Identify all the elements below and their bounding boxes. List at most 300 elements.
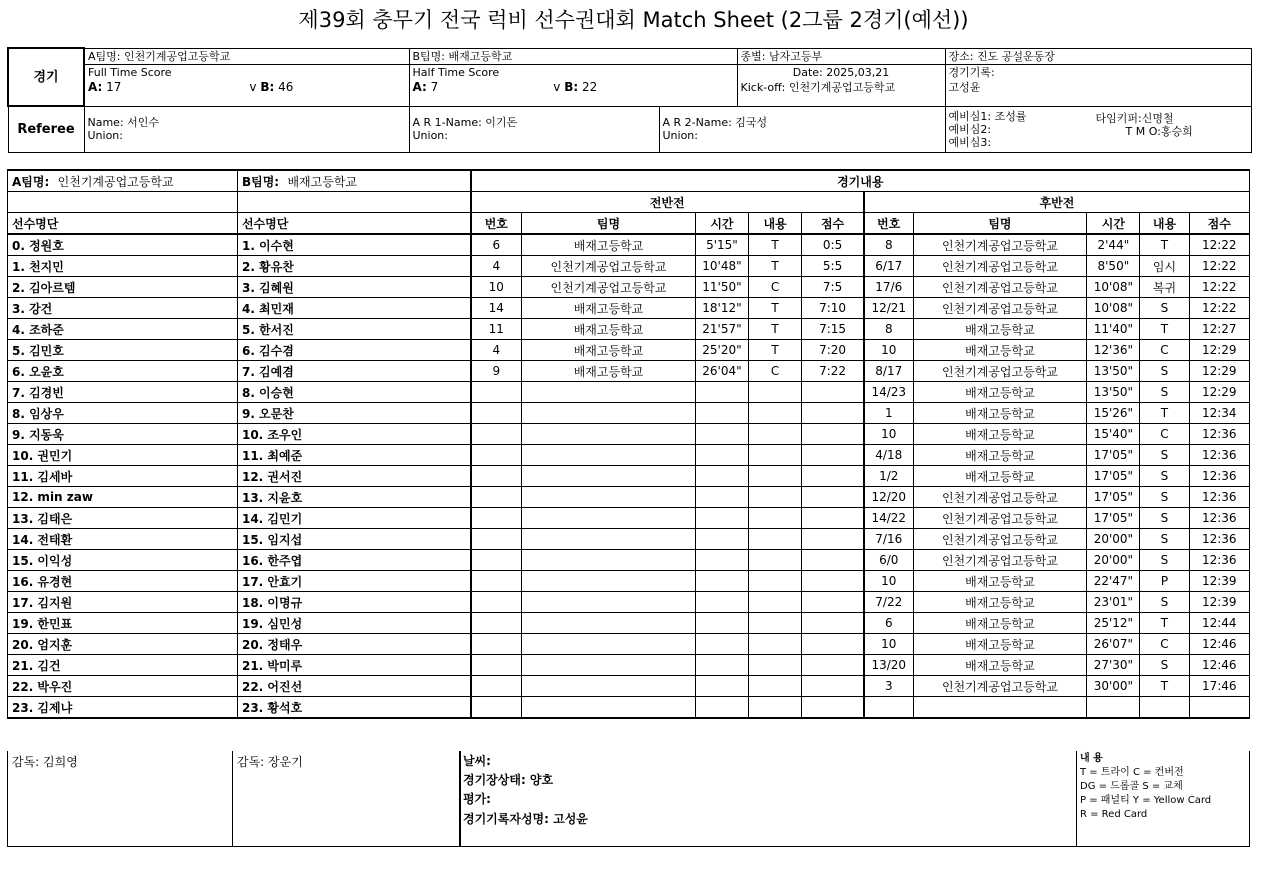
player-b: 17. 안효기 [237, 571, 470, 592]
second-half-event: 배재고등학교 [913, 634, 1087, 655]
first-half-event [522, 508, 696, 529]
second-half-event: 10'08" [1087, 298, 1140, 319]
first-half-event: 14 [471, 298, 522, 319]
recorder-name: 고성윤 [948, 80, 981, 94]
legend [1076, 751, 1251, 847]
col-header-second: 점수 [1189, 213, 1250, 235]
first-half-event [522, 424, 696, 445]
first-half-event [749, 571, 802, 592]
category-cell [737, 48, 945, 106]
player-b: 22. 어진선 [237, 676, 470, 697]
second-half-event: 인천기계공업고등학교 [913, 508, 1087, 529]
player-a: 9. 지동욱 [8, 424, 238, 445]
second-half-event: 배재고등학교 [913, 571, 1087, 592]
second-half-event: 17:46 [1189, 676, 1250, 697]
col-header-a: 선수명단 [8, 213, 238, 235]
first-half-event [695, 655, 748, 676]
match-notes [463, 753, 1063, 831]
first-half-event: 7:5 [802, 277, 864, 298]
player-b: 21. 박미루 [237, 655, 470, 676]
second-half-event: 14/23 [864, 382, 913, 403]
first-half-event [471, 382, 522, 403]
second-half-event: S [1140, 361, 1189, 382]
half-a-label: A: [412, 79, 427, 94]
first-half-event [522, 445, 696, 466]
second-half-event: 26'07" [1087, 634, 1140, 655]
first-half-event: C [749, 361, 802, 382]
first-half-event [695, 634, 748, 655]
referee-name: Name: 서인수 [87, 116, 160, 129]
first-half-event [522, 571, 696, 592]
half-time-score [410, 80, 737, 95]
first-half-event [471, 613, 522, 634]
player-a: 23. 김제냐 [8, 697, 238, 719]
player-b: 14. 김민기 [237, 508, 470, 529]
first-half-event [749, 550, 802, 571]
table-row [8, 571, 1250, 592]
first-half-event [471, 571, 522, 592]
player-b: 2. 황유찬 [237, 256, 470, 277]
first-half-event: 18'12" [695, 298, 748, 319]
second-half-event: 15'40" [1087, 424, 1140, 445]
first-half-event: T [749, 298, 802, 319]
first-half-event [749, 508, 802, 529]
second-half-event: S [1140, 382, 1189, 403]
table-row [8, 256, 1250, 277]
second-half-event: 15'26" [1087, 403, 1140, 424]
player-b: 13. 지윤호 [237, 487, 470, 508]
second-half-event: 17'05" [1087, 466, 1140, 487]
venue-cell [945, 48, 1251, 106]
second-half-event: 복귀 [1140, 277, 1189, 298]
player-b: 5. 한서진 [237, 319, 470, 340]
col-header-first: 점수 [802, 213, 864, 235]
player-b: 19. 심민성 [237, 613, 470, 634]
second-half-event: 배재고등학교 [913, 466, 1087, 487]
first-half-event [522, 466, 696, 487]
second-half-event: 배재고등학교 [913, 382, 1087, 403]
first-half-event: 21'57" [695, 319, 748, 340]
second-half-event: S [1140, 466, 1189, 487]
col-header-first: 번호 [471, 213, 522, 235]
player-a: 14. 전태환 [8, 529, 238, 550]
second-half-event: 14/22 [864, 508, 913, 529]
first-half-event [471, 424, 522, 445]
first-half-event [749, 592, 802, 613]
second-half-event: 인천기계공업고등학교 [913, 676, 1087, 697]
kickoff: Kick-off: 인천기계공업고등학교 [740, 80, 896, 94]
second-half-event: 10 [864, 424, 913, 445]
second-half-event: 12:36 [1189, 550, 1250, 571]
second-half-event: 12:22 [1189, 277, 1250, 298]
second-half-event: 2'44" [1087, 234, 1140, 256]
table-row [8, 403, 1250, 424]
player-a: 1. 천지민 [8, 256, 238, 277]
second-half-event: 12/20 [864, 487, 913, 508]
player-a: 6. 오윤호 [8, 361, 238, 382]
ar1-cell [409, 106, 659, 152]
table-row [8, 445, 1250, 466]
second-half-event: 10 [864, 571, 913, 592]
second-half-event: 12:39 [1189, 571, 1250, 592]
team-b-header [237, 170, 470, 192]
col-header-first: 내용 [749, 213, 802, 235]
second-half-event: 배재고등학교 [913, 592, 1087, 613]
first-half-event [749, 655, 802, 676]
first-half-event: 6 [471, 234, 522, 256]
player-a: 0. 정원호 [8, 234, 238, 256]
col-header-second: 팀명 [913, 213, 1087, 235]
first-half-event [695, 676, 748, 697]
second-half-event [1140, 697, 1189, 719]
second-half-event: 8 [864, 234, 913, 256]
table-row [8, 676, 1250, 697]
first-half-event: 25'20" [695, 340, 748, 361]
team-b-label: B팀명: [241, 174, 280, 189]
first-half-event [749, 697, 802, 719]
first-half-event [695, 466, 748, 487]
second-half-event: T [1140, 613, 1189, 634]
team-b-cell [409, 48, 737, 106]
second-half-event: P [1140, 571, 1189, 592]
second-half-event: 12:46 [1189, 634, 1250, 655]
first-half-event [802, 571, 864, 592]
first-half-event [749, 634, 802, 655]
second-half-event: 17/6 [864, 277, 913, 298]
player-a: 16. 유경현 [8, 571, 238, 592]
second-half-event: 25'12" [1087, 613, 1140, 634]
player-b: 7. 김예겸 [237, 361, 470, 382]
second-half-event: T [1140, 676, 1189, 697]
player-b: 11. 최예준 [237, 445, 470, 466]
player-a: 15. 이익성 [8, 550, 238, 571]
player-a: 4. 조하준 [8, 319, 238, 340]
team-b-name: B팀명: 배재고등학교 [410, 49, 737, 65]
player-a: 5. 김민호 [8, 340, 238, 361]
second-half-event: 배재고등학교 [913, 424, 1087, 445]
player-a: 17. 김지원 [8, 592, 238, 613]
first-half-event: 배재고등학교 [522, 340, 696, 361]
first-half-event [802, 634, 864, 655]
player-b: 16. 한주엽 [237, 550, 470, 571]
first-half-event [522, 697, 696, 719]
second-half-event: 22'47" [1087, 571, 1140, 592]
team-b-roster-name: 배재고등학교 [287, 174, 358, 189]
first-half-event [695, 613, 748, 634]
player-a: 22. 박우진 [8, 676, 238, 697]
player-a: 21. 김건 [8, 655, 238, 676]
first-half-event: 인천기계공업고등학교 [522, 256, 696, 277]
first-half-event [802, 466, 864, 487]
second-half-event: 27'30" [1087, 655, 1140, 676]
first-half-event [749, 403, 802, 424]
ground-status: 경기장상태: 양호 [463, 773, 554, 787]
player-b: 3. 김혜원 [237, 277, 470, 298]
ar2-cell [659, 106, 945, 152]
first-half-event [471, 550, 522, 571]
second-half-event: 12:36 [1189, 445, 1250, 466]
half-b-label: B: [564, 79, 579, 94]
first-half-event [802, 655, 864, 676]
first-half-event [471, 529, 522, 550]
first-half-event [749, 466, 802, 487]
second-half-event: 17'05" [1087, 445, 1140, 466]
second-half-event [864, 697, 913, 719]
second-half-event: 8'50" [1087, 256, 1140, 277]
second-half-event: C [1140, 424, 1189, 445]
first-half-event [522, 634, 696, 655]
second-half-event: 23'01" [1087, 592, 1140, 613]
second-half-event: 13/20 [864, 655, 913, 676]
first-half-event [471, 592, 522, 613]
legend-line-3: P = 패널티 Y = Yellow Card [1080, 795, 1212, 806]
first-half-event: 4 [471, 340, 522, 361]
second-half-event: S [1140, 508, 1189, 529]
coach-a-cell [8, 751, 233, 847]
second-half-event: 12'36" [1087, 340, 1140, 361]
first-half-event: 배재고등학교 [522, 361, 696, 382]
second-half-event: 17'05" [1087, 508, 1140, 529]
player-a: 2. 김아르템 [8, 277, 238, 298]
first-half-event [471, 676, 522, 697]
second-half-event: 임시 [1140, 256, 1189, 277]
first-half-event [522, 592, 696, 613]
second-half-event: 12:36 [1189, 508, 1250, 529]
second-half-event: 7/16 [864, 529, 913, 550]
second-half-event: 배재고등학교 [913, 613, 1087, 634]
second-half-event: 인천기계공업고등학교 [913, 277, 1087, 298]
first-half-event [749, 529, 802, 550]
table-row [8, 340, 1250, 361]
second-half-event: T [1140, 234, 1189, 256]
player-b: 9. 오문찬 [237, 403, 470, 424]
first-half-event: 배재고등학교 [522, 319, 696, 340]
ar1-union: Union: [412, 129, 448, 142]
first-half-event: 5'15" [695, 234, 748, 256]
timekeeper: 타임키퍼:신명철 [1095, 111, 1174, 125]
first-half-event [695, 550, 748, 571]
first-half-event: 10 [471, 277, 522, 298]
recorder-sign: 경기기록자성명: 고성윤 [463, 812, 588, 826]
first-half-event [802, 592, 864, 613]
reserve-3: 예비심3: [948, 135, 992, 149]
first-half-event: C [749, 277, 802, 298]
first-half-event [522, 613, 696, 634]
second-half-event: 12:36 [1189, 424, 1250, 445]
first-half-event [471, 634, 522, 655]
record-label: 경기기록: [948, 65, 995, 79]
second-half-event: 인천기계공업고등학교 [913, 298, 1087, 319]
table-row [8, 234, 1250, 256]
second-half-event: 8/17 [864, 361, 913, 382]
ar2-name: A R 2-Name: 김국성 [662, 116, 768, 129]
full-b-label: B: [260, 79, 275, 94]
second-half-event: S [1140, 298, 1189, 319]
table-row [8, 277, 1250, 298]
first-half-event [749, 487, 802, 508]
coach-b-cell [233, 751, 461, 847]
first-half-event [471, 466, 522, 487]
second-half-event: 30'00" [1087, 676, 1140, 697]
first-half-event: 7:22 [802, 361, 864, 382]
second-half-event: 6/0 [864, 550, 913, 571]
second-half-event: 12:36 [1189, 487, 1250, 508]
first-half-event [471, 403, 522, 424]
second-half-event: 배재고등학교 [913, 340, 1087, 361]
second-half-event: 배재고등학교 [913, 403, 1087, 424]
first-half-event [522, 655, 696, 676]
col-header-b: 선수명단 [237, 213, 470, 235]
first-half-event [471, 445, 522, 466]
half-a-score: 7 [430, 79, 439, 94]
first-half-event [802, 445, 864, 466]
second-half-event: 12:44 [1189, 613, 1250, 634]
player-a: 13. 김태은 [8, 508, 238, 529]
second-half-event: 12:29 [1189, 340, 1250, 361]
first-half-event [802, 697, 864, 719]
first-half-event [802, 424, 864, 445]
first-half-event [522, 487, 696, 508]
second-half-event: 12:36 [1189, 529, 1250, 550]
table-row [8, 424, 1250, 445]
legend-line-1: T = 트라이 C = 컨버전 [1080, 767, 1184, 778]
roster-header-row [8, 170, 1250, 192]
player-b: 12. 권서진 [237, 466, 470, 487]
first-half-event [749, 613, 802, 634]
second-half-event: 12/21 [864, 298, 913, 319]
second-half-event: S [1140, 529, 1189, 550]
team-a-cell [84, 48, 409, 106]
first-half-event [471, 508, 522, 529]
full-a-label: A: [88, 79, 103, 94]
first-half-event [695, 382, 748, 403]
ar1-name: A R 1-Name: 이기돈 [412, 116, 518, 129]
table-row [8, 298, 1250, 319]
first-half-event: 배재고등학교 [522, 298, 696, 319]
first-half-event: 9 [471, 361, 522, 382]
second-half-event: T [1140, 319, 1189, 340]
coach-a: 감독: 김희영 [12, 755, 78, 769]
second-half-event: 20'00" [1087, 550, 1140, 571]
second-half-event: S [1140, 592, 1189, 613]
player-b: 23. 황석호 [237, 697, 470, 719]
full-time-score [85, 80, 409, 95]
second-half-event: 1 [864, 403, 913, 424]
table-row [8, 361, 1250, 382]
second-half-event: 6/17 [864, 256, 913, 277]
second-half-label: 후반전 [864, 192, 1250, 213]
referee-cell [84, 106, 409, 152]
second-half-event: 11'40" [1087, 319, 1140, 340]
first-half-event: 10'48" [695, 256, 748, 277]
table-row [8, 634, 1250, 655]
first-half-event: 11 [471, 319, 522, 340]
full-b-score: 46 [278, 79, 294, 94]
second-half-event: 1/2 [864, 466, 913, 487]
first-half-event: T [749, 340, 802, 361]
first-half-event [695, 403, 748, 424]
first-half-event: 7:10 [802, 298, 864, 319]
half-b-score: 22 [582, 79, 598, 94]
team-a-roster-name: 인천기계공업고등학교 [57, 174, 174, 189]
half-v: v [553, 79, 561, 94]
first-half-event [802, 613, 864, 634]
second-half-event: T [1140, 403, 1189, 424]
player-b: 18. 이명규 [237, 592, 470, 613]
player-a: 19. 한민표 [8, 613, 238, 634]
table-row [8, 319, 1250, 340]
first-half-event [749, 676, 802, 697]
second-half-event: S [1140, 487, 1189, 508]
first-half-event [695, 592, 748, 613]
referee-union: Union: [87, 129, 123, 142]
second-half-event: 7/22 [864, 592, 913, 613]
col-header-second: 내용 [1140, 213, 1189, 235]
second-half-event: C [1140, 340, 1189, 361]
ar2-union: Union: [662, 129, 698, 142]
main-body [8, 170, 1250, 718]
venue: 장소: 진도 공설운동장 [946, 49, 1251, 65]
second-half-event: 12:22 [1189, 256, 1250, 277]
first-half-event [802, 487, 864, 508]
col-header-second: 시간 [1087, 213, 1140, 235]
second-half-event: 12:34 [1189, 403, 1250, 424]
second-half-event: 13'50" [1087, 361, 1140, 382]
table-row [8, 550, 1250, 571]
second-half-event: 12:22 [1189, 234, 1250, 256]
second-half-event: 인천기계공업고등학교 [913, 529, 1087, 550]
second-half-event: 배재고등학교 [913, 445, 1087, 466]
player-a: 10. 권민기 [8, 445, 238, 466]
second-half-event: 12:29 [1189, 382, 1250, 403]
second-half-event: 12:27 [1189, 319, 1250, 340]
player-b: 20. 정태우 [237, 634, 470, 655]
col-header-first: 팀명 [522, 213, 696, 235]
second-half-event: 17'05" [1087, 487, 1140, 508]
second-half-event: 인천기계공업고등학교 [913, 487, 1087, 508]
first-half-event [802, 403, 864, 424]
blank-b [237, 192, 470, 213]
page-title: 제39회 충무기 전국 럭비 선수권대회 Match Sheet (2그룹 2경기(예선)) [298, 8, 969, 32]
table-row [8, 529, 1250, 550]
player-a: 11. 김세바 [8, 466, 238, 487]
roster-events-table [7, 169, 1250, 719]
table-row [8, 655, 1250, 676]
first-half-event: 11'50" [695, 277, 748, 298]
footer [7, 751, 1250, 847]
legend-line-2: DG = 드롭골 S = 교체 [1080, 781, 1183, 792]
second-half-event: 12:29 [1189, 361, 1250, 382]
player-a: 8. 임상우 [8, 403, 238, 424]
second-half-event: 20'00" [1087, 529, 1140, 550]
player-b: 10. 조우인 [237, 424, 470, 445]
first-half-event: 배재고등학교 [522, 234, 696, 256]
legend-line-4: R = Red Card [1080, 809, 1148, 820]
second-half-event: 인천기계공업고등학교 [913, 256, 1087, 277]
team-a-header [8, 170, 238, 192]
second-half-event: 10'08" [1087, 277, 1140, 298]
first-half-event [695, 508, 748, 529]
first-half-event [749, 382, 802, 403]
first-half-event: 0:5 [802, 234, 864, 256]
first-half-event [749, 424, 802, 445]
first-half-event [802, 529, 864, 550]
match-date: Date: 2025,03,21 [792, 65, 890, 79]
halves-row [8, 192, 1250, 213]
second-half-event: 인천기계공업고등학교 [913, 234, 1087, 256]
referee-label: Referee [8, 106, 84, 152]
table-row [8, 592, 1250, 613]
